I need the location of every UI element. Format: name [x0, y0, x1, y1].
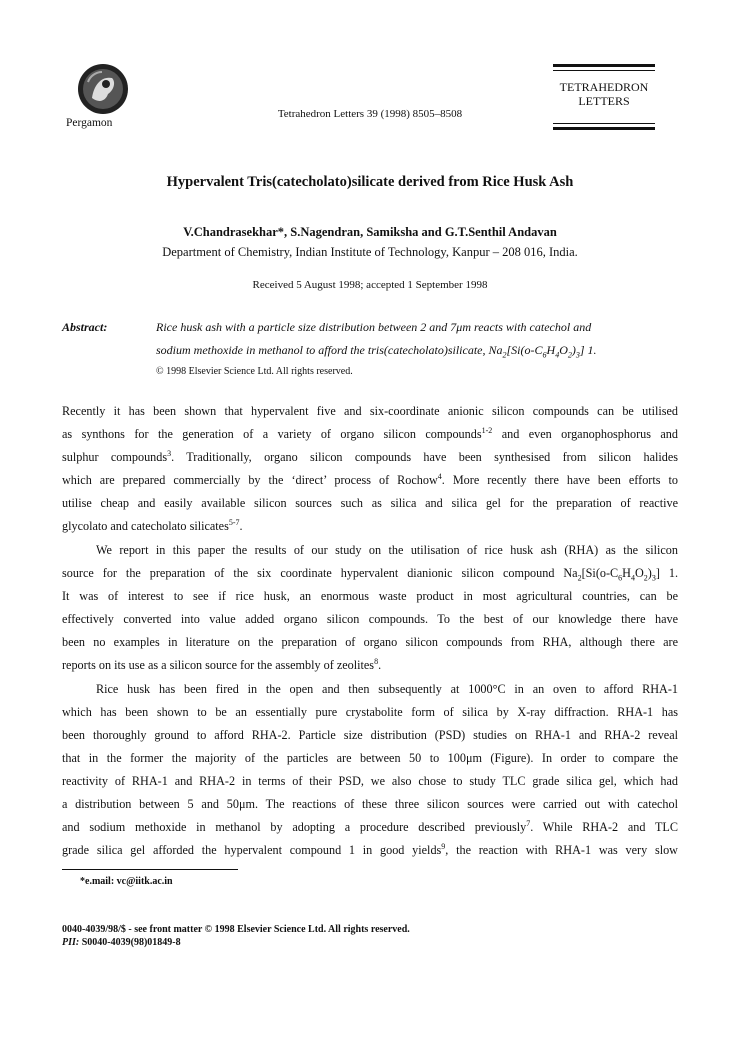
body-line: utilise cheap and easily available silicon sources such as silica and silica gel for the preparation of reactive: [62, 496, 678, 510]
body-line: glycolato and catecholato silicates$^{5-7}$.: [62, 517, 243, 533]
body-line: that in the former the majority of the particles are between 50 to 100μm (Figure). In order to compare the: [62, 751, 678, 765]
body-line: which are prepared commercially by the ‘direct’ process of Rochow$^4$. More recently there have been efforts to: [62, 471, 678, 487]
body-line: reports on its use as a silicon source for the assembly of zeolites$^8$.: [62, 656, 382, 672]
journal-name: [553, 80, 655, 108]
body-line: grade silica gel afforded the hypervalent compound 1 in good yields$^9$, the reaction with RHA-1 was very slow: [62, 841, 678, 857]
publisher-name: Pergamon: [66, 117, 113, 129]
body-line: effectively converted into value added organo silicon compounds. To the best of our knowledge there have: [62, 612, 678, 626]
footnote-rule: [62, 869, 238, 870]
abstract-line-1: Rice husk ash with a particle size distribution between 2 and 7μm reacts with catechol and: [156, 320, 592, 334]
body-line: We report in this paper the results of our study on the utilisation of rice husk ash (RHA) as the silicon: [96, 543, 678, 557]
header-rule-top-thin: [553, 70, 655, 71]
body-line: Recently it has been shown that hypervalent five and six-coordinate anionic silicon compounds can be utilised: [62, 404, 678, 418]
article-title: Hypervalent Tris(catecholato)silicate derived from Rice Husk Ash: [166, 174, 574, 190]
body-line: which has been shown to be an essentially pure crystabolite form of silica by X-ray diffraction. RHA-1 has: [62, 705, 678, 719]
received-dates: Received 5 August 1998; accepted 1 September 1998: [252, 279, 488, 291]
body-line: as synthons for the generation of a variety of organo silicon compounds$^{1-2}$ and even organophosphorus and: [62, 425, 678, 441]
pii-value: S0040-4039(98)01849-8: [79, 937, 181, 948]
header-rule-bottom-thick: [553, 127, 655, 130]
body-line: been no examples in literature on the preparation of organo silicon compounds from RHA, although there are: [62, 635, 678, 649]
body-line: It was of interest to see if rice husk, an enormous waste product in most agricultural countries, can be: [62, 589, 678, 603]
footnote-email: *e.mail: vc@iitk.ac.in: [80, 876, 173, 887]
header-rule-bottom-thin: [553, 123, 655, 124]
body-line: a distribution between 5 and 50μm. The reactions of these three silicon sources were carried out with catechol: [62, 797, 678, 811]
issn-line: 0040-4039/98/$ - see front matter © 1998 Elsevier Science Ltd. All rights reserved.: [62, 924, 410, 935]
pii-label: PII:: [62, 937, 80, 948]
body-line: been thoroughly ground to afford RHA-2. Particle size distribution (PSD) studies on RHA-1 and RHA-2 reveal: [62, 728, 678, 742]
abstract-copyright: © 1998 Elsevier Science Ltd. All rights reserved.: [156, 366, 353, 377]
body-line: sulphur compounds$^3$. Traditionally, organo silicon compounds have been synthesised from silicon halides: [62, 448, 679, 464]
body-line: reactivity of RHA-1 and RHA-2 in terms of their PSD, we also chose to study TLC grade silica gel, which had: [62, 774, 678, 788]
journal-name-line-2: LETTERS: [578, 94, 630, 108]
journal-reference: Tetrahedron Letters 39 (1998) 8505–8508: [277, 108, 463, 120]
body-line: source for the preparation of the six coordinate hypervalent dianionic silicon compound $Na_2[Si(o-C_6H_4O_2)_3]$ 1.: [62, 566, 678, 583]
abstract-line-2: sodium methoxide in methanol to afford the tris(catecholato)silicate, $Na_2[Si(o-C_6H_4O_2)_3]$ 1.: [156, 343, 597, 360]
affiliation: Department of Chemistry, Indian Institute of Technology, Kanpur – 208 016, India.: [162, 245, 578, 259]
abstract-label: Abstract:: [62, 320, 108, 334]
header-rule-top-thick: [553, 64, 655, 67]
body-line: and sodium methoxide in methanol by adopting a procedure described previously$^7$. While RHA-2 and TLC: [62, 818, 678, 834]
body-line: Rice husk has been fired in the open and then subsequently at 1000°C in an oven to afford RHA-1: [96, 682, 678, 696]
journal-name-line-1: TETRAHEDRON: [559, 80, 649, 94]
author-list: V.Chandrasekhar*, S.Nagendran, Samiksha and G.T.Senthil Andavan: [183, 225, 557, 239]
pii-line: [62, 937, 181, 948]
